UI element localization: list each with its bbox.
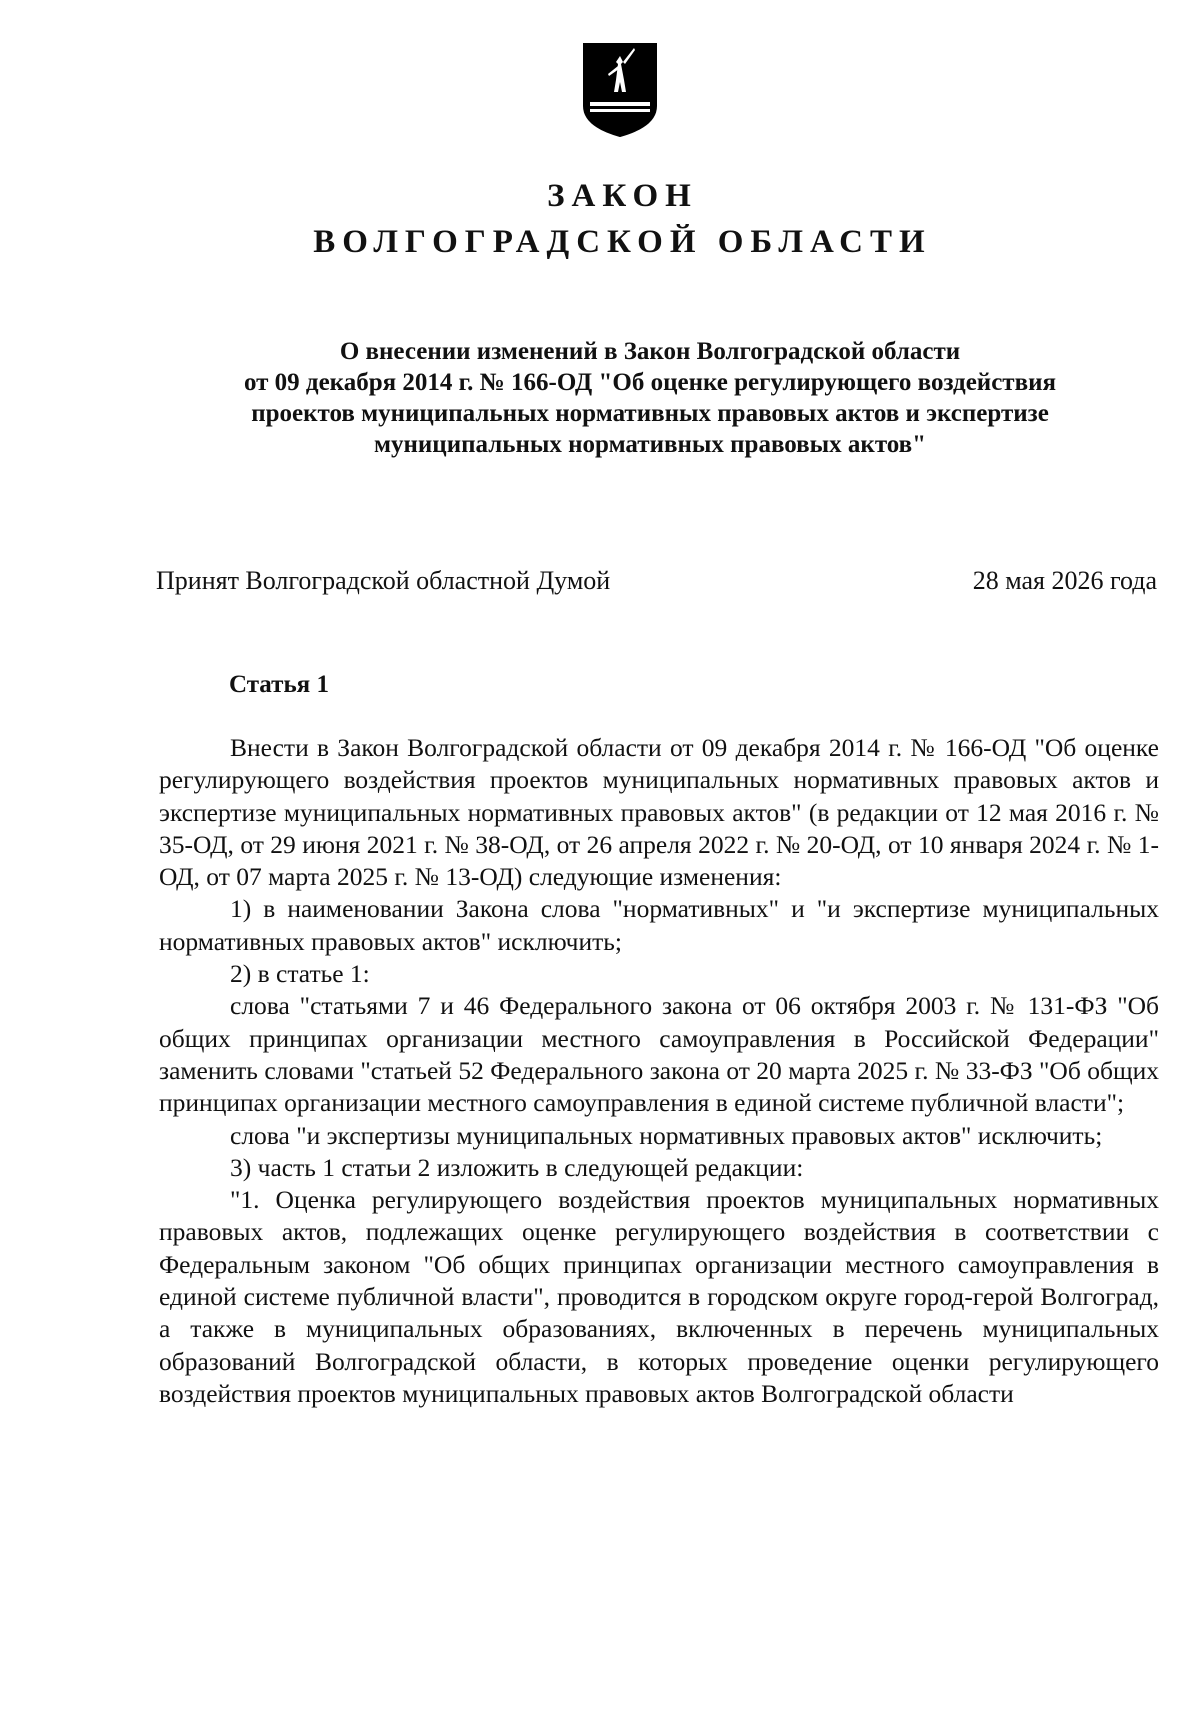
article-body [159, 732, 1159, 1410]
subject-line-3: проектов муниципальных нормативных правовых актов и экспертизе [251, 400, 1049, 427]
article-paragraph: слова "статьями 7 и 46 Федерального закона от 06 октября 2003 г. № 131-ФЗ "Об общих принципах организации местного самоуправления в Российской Федерации" заменить словами "статьей 52 Федерального закона от 20 марта 2025 г. № 33-ФЗ "Об общих принципах организации местного самоуправления в единой системе публичной власти"; [159, 991, 1159, 1118]
adopted-by-text: Принят Волгоградской областной Думой [156, 566, 611, 595]
article-paragraph: "1. Оценка регулирующего воздействия проектов муниципальных нормативных правовых актов, подлежащих оценке регулирующего воздействия в соответствии с Федеральным законом "Об общих принципах организации местного самоуправления в единой системе публичной власти", проводится в городском округе город-герой Волгоград, а также в муниципальных образованиях, включенных в перечень муниципальных образований Волгоградской области, в которых проведение оценки регулирующего воздействия проектов муниципальных правовых актов Волгоградской области [159, 1185, 1159, 1408]
document-type-title: ЗАКОН [547, 178, 698, 214]
subject-line-4: муниципальных нормативных правовых актов" [373, 431, 927, 458]
article-paragraph: слова "и экспертизы муниципальных нормативных правовых актов" исключить; [230, 1120, 1103, 1150]
coat-of-arms-icon [580, 40, 660, 140]
subject-line-2: от 09 декабря 2014 г. № 166-ОД "Об оценке регулирующего воздействия [243, 369, 1057, 396]
subject-line-1: О внесении изменений в Закон Волгоградской области [339, 338, 961, 365]
article-paragraph: 2) в статье 1: [230, 959, 370, 989]
article-paragraph: Внести в Закон Волгоградской области от 09 декабря 2014 г. № 166-ОД "Об оценке регулирующего воздействия проектов муниципальных нормативных правовых актов и экспертизе муниципальных нормативных правовых актов" (в редакции от 12 мая 2016 г. № 35-ОД, от 29 июня 2021 г. № 38-ОД, от 26 апреля 2022 г. № 20-ОД, от 10 января 2024 г. № 1-ОД, от 07 марта 2025 г. № 13-ОД) следующие изменения: [159, 733, 1159, 892]
article-heading: Статья 1 [229, 671, 329, 698]
issuer-title: ВОЛГОГРАДСКОЙ ОБЛАСТИ [313, 224, 932, 260]
law-subject-heading [150, 336, 1150, 460]
adoption-date: 28 мая 2026 года [972, 566, 1157, 595]
article-paragraph: 1) в наименовании Закона слова "нормативных" и "и экспертизе муниципальных нормативных правовых актов" исключить; [159, 894, 1159, 956]
article-paragraph: 3) часть 1 статьи 2 изложить в следующей редакции: [230, 1152, 804, 1182]
